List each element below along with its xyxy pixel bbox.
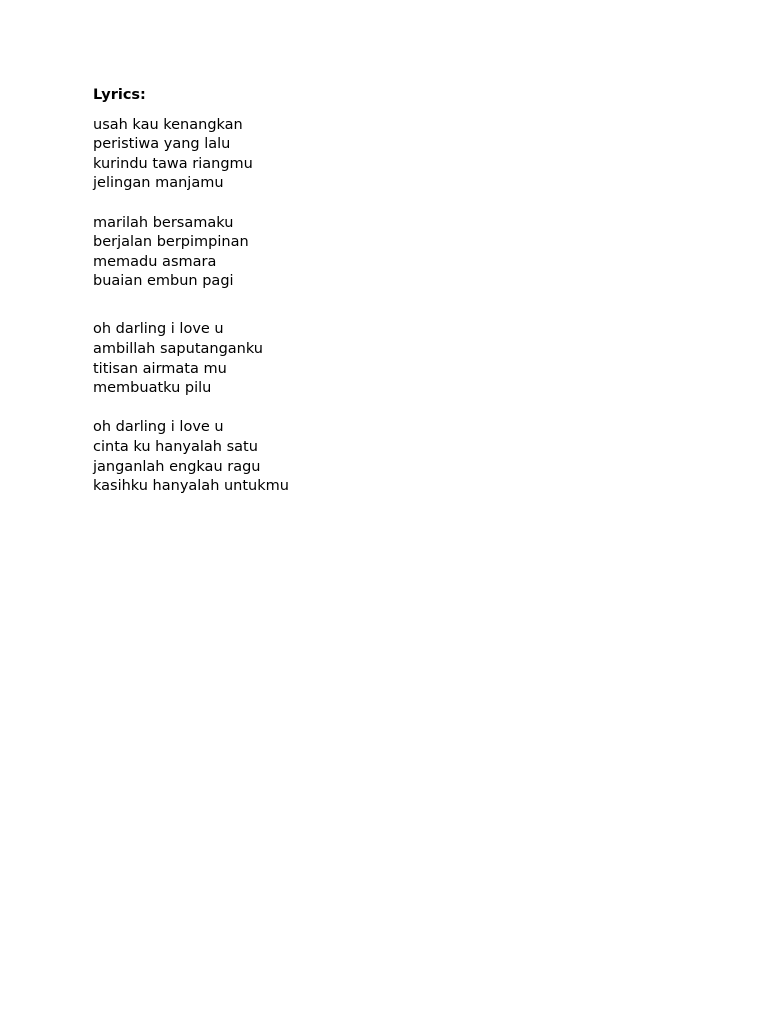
lyric-line: berjalan berpimpinan [93, 234, 249, 251]
lyric-line: oh darling i love u [93, 419, 224, 436]
lyric-line: cinta ku hanyalah satu [93, 439, 258, 455]
lyric-line: oh darling i love u [93, 321, 224, 338]
lyric-line: memadu asmara [93, 253, 217, 270]
stanza-2 [93, 214, 713, 292]
lyrics-heading: Lyrics: [93, 87, 146, 103]
lyric-line: ambillah saputanganku [93, 341, 263, 358]
lyric-line: membuatku pilu [93, 380, 212, 397]
lyric-line: jelingan manjamu [93, 175, 224, 192]
document-page [93, 86, 713, 497]
lyric-line: peristiwa yang lalu [93, 136, 231, 153]
stanza-1 [93, 116, 713, 194]
stanza-4 [93, 418, 713, 496]
lyric-line: titisan airmata mu [93, 360, 227, 377]
lyric-line: buaian embun pagi [93, 273, 234, 290]
lyric-line: usah kau kenangkan [93, 116, 243, 133]
lyric-line: kurindu tawa riangmu [93, 155, 253, 172]
lyric-line: kasihku hanyalah untukmu [93, 478, 289, 495]
lyric-line: marilah bersamaku [93, 214, 234, 231]
stanza-3 [93, 320, 713, 398]
lyric-line: janganlah engkau ragu [93, 458, 261, 475]
